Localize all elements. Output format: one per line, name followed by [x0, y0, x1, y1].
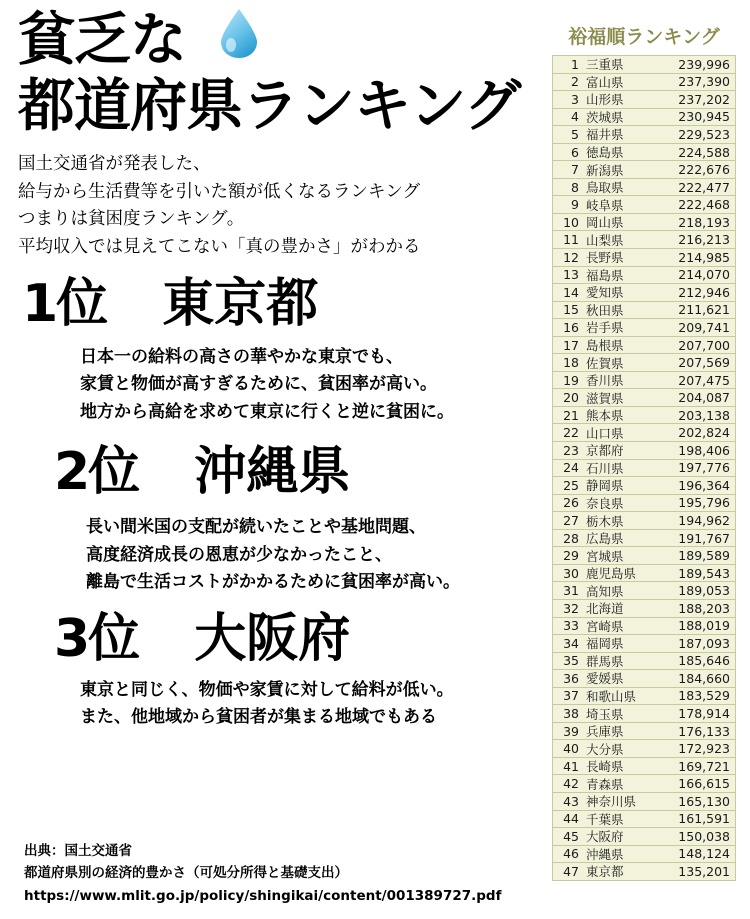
- table-row: [553, 846, 735, 864]
- row-value: 203,138: [678, 407, 730, 423]
- row-prefecture: 愛媛県: [586, 671, 624, 687]
- row-prefecture: 大分県: [586, 741, 624, 757]
- rank-2-desc-line-3: 離島で生活コストがかかるために貧困率が高い。: [86, 572, 460, 593]
- rank-1-prefecture: 東京都: [162, 273, 319, 334]
- page-title-line-1: [18, 7, 540, 76]
- row-prefecture: 千葉県: [586, 811, 624, 827]
- rank-1-number: 1位: [22, 273, 107, 334]
- row-rank: 42: [563, 776, 579, 792]
- rank-3-description: [80, 677, 540, 732]
- row-prefecture: 山梨県: [586, 232, 624, 248]
- row-value: 176,133: [678, 723, 730, 739]
- rank-1-heading: [22, 273, 540, 334]
- row-value: 189,589: [678, 548, 730, 564]
- row-value: 196,364: [678, 477, 730, 493]
- table-row: [553, 56, 735, 74]
- table-row: [553, 477, 735, 495]
- row-rank: 23: [563, 442, 579, 458]
- row-prefecture: 秋田県: [586, 302, 624, 318]
- table-row: [553, 547, 735, 565]
- row-prefecture: 京都府: [586, 443, 624, 459]
- row-value: 222,468: [678, 197, 730, 213]
- rank-1-desc-line-1: 日本一の給料の高さの華やかな東京でも、: [80, 346, 403, 367]
- row-value: 188,203: [678, 600, 730, 616]
- rank-2-desc-line-2: 高度経済成長の恩恵が少なかったこと、: [86, 544, 392, 565]
- table-row: [553, 460, 735, 478]
- table-row: [553, 635, 735, 653]
- table-row: [553, 214, 735, 232]
- row-rank: 34: [563, 635, 579, 651]
- table-row: [553, 161, 735, 179]
- row-prefecture: 茨城県: [586, 109, 624, 125]
- rank-3-prefecture: 大阪府: [194, 608, 351, 669]
- row-rank: 33: [563, 618, 579, 634]
- table-row: [553, 775, 735, 793]
- table-row: [553, 442, 735, 460]
- row-rank: 12: [563, 249, 579, 265]
- table-row: [553, 653, 735, 671]
- page-title-line-2: 都道府県ランキング: [18, 72, 521, 139]
- water-drop-icon: [217, 7, 261, 72]
- row-value: 218,193: [678, 214, 730, 230]
- row-value: 185,646: [678, 653, 730, 669]
- row-rank: 25: [563, 477, 579, 493]
- row-rank: 9: [571, 197, 579, 213]
- table-row: [553, 512, 735, 530]
- rank-3-heading: [54, 608, 540, 669]
- rank-2-prefecture: 沖縄県: [194, 442, 351, 503]
- row-prefecture: 福岡県: [586, 636, 624, 652]
- row-value: 207,700: [678, 337, 730, 353]
- lead-line-2: 給与から生活費等を引いた額が低くなるランキング: [18, 181, 420, 202]
- row-rank: 31: [563, 583, 579, 599]
- row-rank: 13: [563, 267, 579, 283]
- page-title-text-1: 貧乏な: [18, 7, 186, 73]
- row-rank: 21: [563, 407, 579, 423]
- row-prefecture: 岡山県: [586, 215, 624, 231]
- table-row: [553, 582, 735, 600]
- row-rank: 3: [571, 91, 579, 107]
- row-prefecture: 佐賀県: [586, 355, 624, 371]
- row-prefecture: 大阪府: [586, 829, 624, 845]
- table-row: [553, 688, 735, 706]
- row-value: 202,824: [678, 425, 730, 441]
- row-rank: 19: [563, 372, 579, 388]
- row-prefecture: 鳥取県: [586, 180, 624, 196]
- row-prefecture: 新潟県: [586, 162, 624, 178]
- row-rank: 10: [563, 214, 579, 230]
- ranking-heading: 裕福順ランキング: [568, 26, 720, 48]
- row-value: 148,124: [678, 846, 730, 862]
- row-value: 229,523: [678, 126, 730, 142]
- table-row: [553, 144, 735, 162]
- row-value: 189,053: [678, 583, 730, 599]
- row-rank: 37: [563, 688, 579, 704]
- row-value: 187,093: [678, 635, 730, 651]
- table-row: [553, 389, 735, 407]
- row-value: 150,038: [678, 828, 730, 844]
- table-row: [553, 530, 735, 548]
- row-rank: 14: [563, 284, 579, 300]
- row-rank: 20: [563, 390, 579, 406]
- row-value: 230,945: [678, 109, 730, 125]
- row-rank: 4: [571, 109, 579, 125]
- row-value: 222,676: [678, 162, 730, 178]
- row-prefecture: 滋賀県: [586, 390, 624, 406]
- row-value: 178,914: [678, 706, 730, 721]
- table-row: [553, 126, 735, 144]
- rank-2-heading: [54, 442, 540, 503]
- row-rank: 5: [571, 126, 579, 142]
- lead-paragraph: [18, 151, 540, 262]
- row-prefecture: 福井県: [586, 127, 624, 143]
- row-value: 161,591: [678, 811, 730, 827]
- row-value: 237,202: [678, 91, 730, 107]
- row-value: 165,130: [678, 793, 730, 809]
- lead-line-4: 平均収入では見えてこない「真の豊かさ」がわかる: [18, 237, 421, 258]
- row-rank: 38: [563, 706, 579, 721]
- table-row: [553, 302, 735, 320]
- row-prefecture: 群馬県: [586, 653, 624, 669]
- row-rank: 24: [563, 460, 579, 476]
- row-value: 188,019: [678, 618, 730, 634]
- row-value: 172,923: [678, 741, 730, 757]
- row-rank: 39: [563, 723, 579, 739]
- row-prefecture: 東京都: [586, 864, 624, 880]
- row-prefecture: 香川県: [586, 373, 624, 389]
- row-value: 166,615: [678, 776, 730, 792]
- row-value: 207,569: [678, 355, 730, 371]
- row-rank: 17: [563, 337, 579, 353]
- source-line-1: 出典：国土交通省: [24, 843, 132, 860]
- row-value: 237,390: [678, 74, 730, 90]
- row-prefecture: 愛知県: [586, 285, 624, 301]
- table-row: [553, 231, 735, 249]
- row-value: 198,406: [678, 442, 730, 458]
- row-rank: 6: [571, 144, 579, 160]
- row-value: 191,767: [678, 530, 730, 546]
- row-rank: 7: [571, 162, 579, 178]
- row-rank: 40: [563, 741, 579, 757]
- row-prefecture: 兵庫県: [586, 724, 624, 740]
- row-prefecture: 山形県: [586, 92, 624, 108]
- row-value: 214,985: [678, 249, 730, 265]
- row-rank: 47: [563, 863, 579, 879]
- table-row: [553, 267, 735, 285]
- row-value: 239,996: [678, 56, 730, 72]
- row-value: 212,946: [678, 284, 730, 300]
- row-rank: 1: [571, 56, 579, 72]
- row-prefecture: 青森県: [586, 776, 624, 792]
- row-rank: 27: [563, 512, 579, 528]
- source-url[interactable]: https://www.mlit.go.jp/policy/shingikai/content/001389727.pdf: [24, 887, 502, 904]
- rank-2-desc-line-1: 長い間米国の支配が続いたことや基地問題、: [86, 517, 426, 538]
- ranking-panel: [546, 0, 742, 919]
- table-row: [553, 793, 735, 811]
- row-rank: 11: [563, 232, 579, 248]
- row-prefecture: 宮崎県: [586, 618, 624, 634]
- row-rank: 32: [563, 600, 579, 616]
- row-prefecture: 長崎県: [586, 759, 624, 775]
- row-prefecture: 三重県: [586, 57, 624, 73]
- table-row: [553, 828, 735, 846]
- row-rank: 22: [563, 425, 579, 441]
- rank-1-description: [80, 344, 540, 427]
- source-note: [24, 840, 501, 907]
- row-value: 222,477: [678, 179, 730, 195]
- row-prefecture: 福島県: [586, 267, 624, 283]
- table-row: [553, 670, 735, 688]
- row-rank: 36: [563, 670, 579, 686]
- row-prefecture: 高知県: [586, 583, 624, 599]
- source-line-2: 都道府県別の経済的豊かさ（可処分所得と基礎支出）: [24, 865, 348, 882]
- rank-2-number: 2位: [54, 442, 139, 503]
- row-value: 216,213: [678, 232, 730, 248]
- rank-3-desc-line-2: また、他地域から貧困者が集まる地域でもある: [80, 707, 437, 728]
- row-value: 214,070: [678, 267, 730, 283]
- table-row: [553, 74, 735, 92]
- row-rank: 46: [563, 846, 579, 862]
- row-rank: 28: [563, 530, 579, 546]
- row-prefecture: 鹿児島県: [586, 566, 637, 582]
- table-row: [553, 863, 735, 881]
- row-prefecture: 富山県: [586, 74, 624, 90]
- row-value: 189,543: [678, 565, 730, 581]
- row-value: 209,741: [678, 319, 730, 335]
- table-row: [553, 495, 735, 513]
- table-row: [553, 337, 735, 355]
- table-row: [553, 705, 735, 723]
- rank-1-desc-line-3: 地方から高給を求めて東京に行くと逆に貧困に。: [80, 401, 454, 422]
- row-prefecture: 山口県: [586, 425, 624, 441]
- table-row: [553, 179, 735, 197]
- table-row: [553, 811, 735, 829]
- row-prefecture: 長野県: [586, 250, 624, 266]
- table-row: [553, 109, 735, 127]
- row-prefecture: 熊本県: [586, 408, 624, 424]
- rank-3-number: 3位: [54, 608, 139, 669]
- rank-1-desc-line-2: 家賃と物価が高すぎるために、貧困率が高い。: [80, 374, 437, 395]
- table-row: [553, 407, 735, 425]
- table-row: [553, 618, 735, 636]
- row-prefecture: 奈良県: [586, 495, 624, 511]
- table-row: [553, 758, 735, 776]
- row-prefecture: 徳島県: [586, 145, 624, 161]
- row-prefecture: 沖縄県: [586, 846, 624, 862]
- row-value: 224,588: [678, 144, 730, 160]
- row-value: 194,962: [678, 512, 730, 528]
- row-prefecture: 広島県: [586, 531, 624, 547]
- row-rank: 2: [571, 74, 579, 90]
- table-row: [553, 354, 735, 372]
- row-rank: 18: [563, 355, 579, 371]
- row-prefecture: 石川県: [586, 460, 624, 476]
- table-row: [553, 284, 735, 302]
- row-prefecture: 神奈川県: [586, 794, 637, 810]
- row-value: 183,529: [678, 688, 730, 704]
- row-rank: 45: [563, 828, 579, 844]
- table-row: [553, 372, 735, 390]
- row-value: 197,776: [678, 460, 730, 476]
- row-value: 204,087: [678, 390, 730, 406]
- row-prefecture: 宮城県: [586, 548, 624, 564]
- table-row: [553, 723, 735, 741]
- table-row: [553, 424, 735, 442]
- row-rank: 35: [563, 653, 579, 669]
- lead-line-3: つまりは貧困度ランキング。: [18, 209, 245, 230]
- row-rank: 26: [563, 495, 579, 511]
- row-rank: 41: [563, 758, 579, 774]
- row-prefecture: 岐阜県: [586, 197, 624, 213]
- rank-3-desc-line-1: 東京と同じく、物価や家賃に対して給料が低い。: [80, 679, 454, 700]
- table-row: [553, 196, 735, 214]
- row-value: 184,660: [678, 670, 730, 686]
- row-prefecture: 北海道: [586, 601, 624, 617]
- ranking-table: [552, 55, 736, 881]
- row-rank: 8: [571, 179, 579, 195]
- table-row: [553, 249, 735, 267]
- lead-line-1: 国土交通省が発表した、: [18, 154, 211, 175]
- row-value: 135,201: [678, 863, 730, 879]
- row-value: 211,621: [678, 302, 730, 318]
- row-prefecture: 島根県: [586, 338, 624, 354]
- table-row: [553, 740, 735, 758]
- row-value: 195,796: [678, 495, 730, 511]
- table-row: [553, 600, 735, 618]
- row-prefecture: 埼玉県: [586, 706, 624, 722]
- row-rank: 44: [563, 811, 579, 827]
- row-prefecture: 和歌山県: [586, 688, 637, 704]
- row-rank: 29: [563, 548, 579, 564]
- row-rank: 43: [563, 793, 579, 809]
- row-prefecture: 岩手県: [586, 320, 624, 336]
- table-row: [553, 319, 735, 337]
- row-prefecture: 栃木県: [586, 513, 624, 529]
- row-rank: 16: [563, 319, 579, 335]
- row-value: 207,475: [678, 372, 730, 388]
- row-value: 169,721: [678, 758, 730, 774]
- table-row: [553, 565, 735, 583]
- table-row: [553, 91, 735, 109]
- row-rank: 15: [563, 302, 579, 318]
- row-prefecture: 静岡県: [586, 478, 624, 494]
- rank-2-description: [86, 514, 540, 597]
- row-rank: 30: [563, 565, 579, 581]
